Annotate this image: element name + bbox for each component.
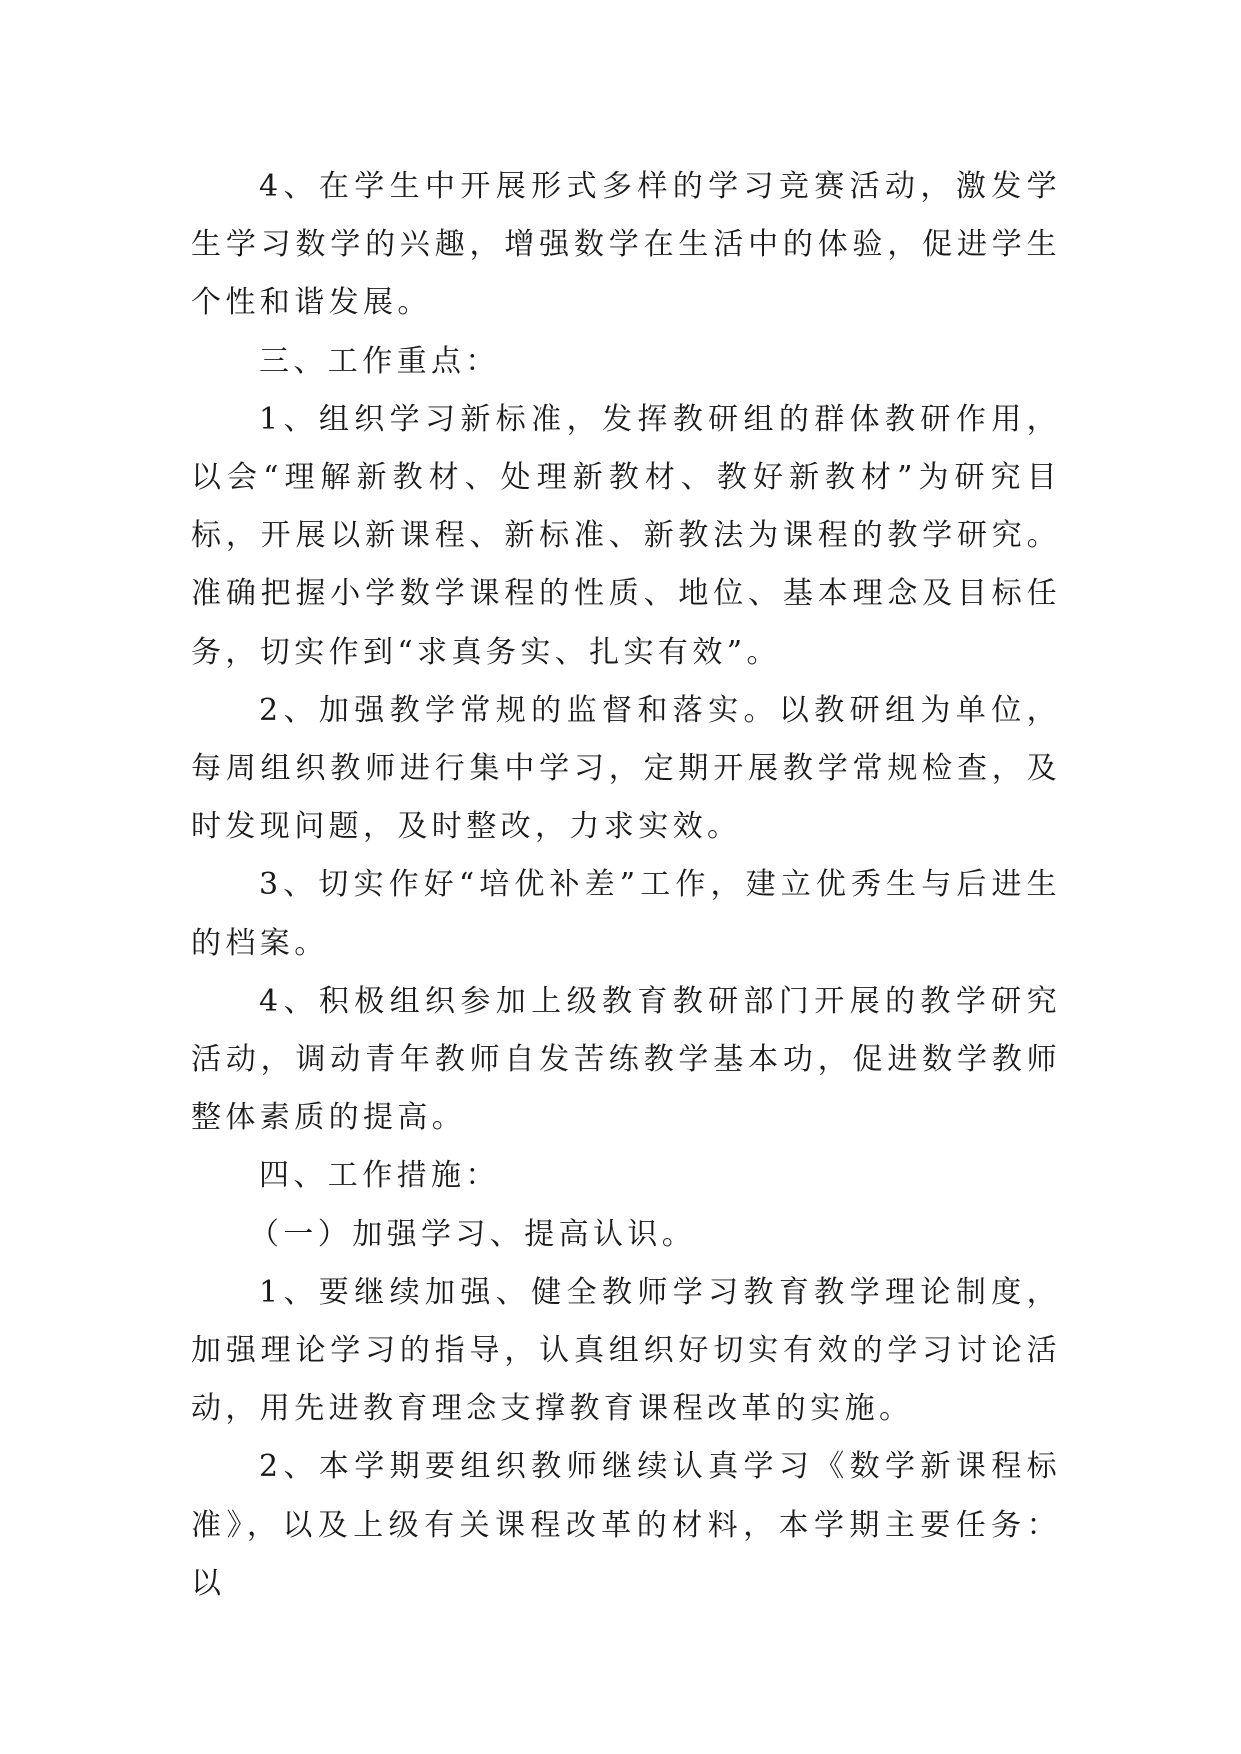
section-heading-work-focus: 三、工作重点：: [259, 343, 500, 379]
paragraph-measure-2: 2、本学期要组织教师继续认真学习《数学新课程标准》，以及上级有关课程改革的材料，本学期主要任务：以: [191, 1449, 1061, 1601]
paragraph-focus-3: 3、切实作好“培优补差”工作，建立优秀生与后进生的档案。: [191, 867, 1061, 961]
paragraph-measure-1: 1、要继续加强、健全教师学习教育教学理论制度，加强理论学习的指导，认真组织好切实有效的学习讨论活动，用先进教育理念支撑教育课程改革的实施。: [191, 1274, 1061, 1427]
paragraph-focus-1: 1、组织学习新标准，发挥教研组的群体教研作用，以会“理解新教材、处理新教材、教好新教材”为研究目标，开展以新课程、新标准、新教法为课程的教学研究。准确把握小学数学课程的性质、地位、基本理念及目标任务，切实作到“求真务实、扎实有效”。: [191, 401, 1061, 670]
paragraph-focus-2: 2、加强教学常规的监督和落实。以教研组为单位，每周组织教师进行集中学习，定期开展教学常规检查，及时发现问题，及时整改，力求实效。: [191, 692, 1061, 845]
subsection-heading-study: （一）加强学习、提高认识。: [249, 1216, 697, 1252]
section-heading-work-measures: 四、工作措施：: [259, 1158, 500, 1194]
document-body: [191, 158, 1061, 1613]
paragraph-focus-4: 4、积极组织参加上级教育教研部门开展的教学研究活动，调动青年教师自发苦练教学基本功，促进数学教师整体素质的提高。: [191, 983, 1061, 1136]
paragraph-item-4-competition: 4、在学生中开展形式多样的学习竞赛活动，激发学生学习数学的兴趣，增强数学在生活中的体验，促进学生个性和谐发展。: [191, 169, 1061, 321]
